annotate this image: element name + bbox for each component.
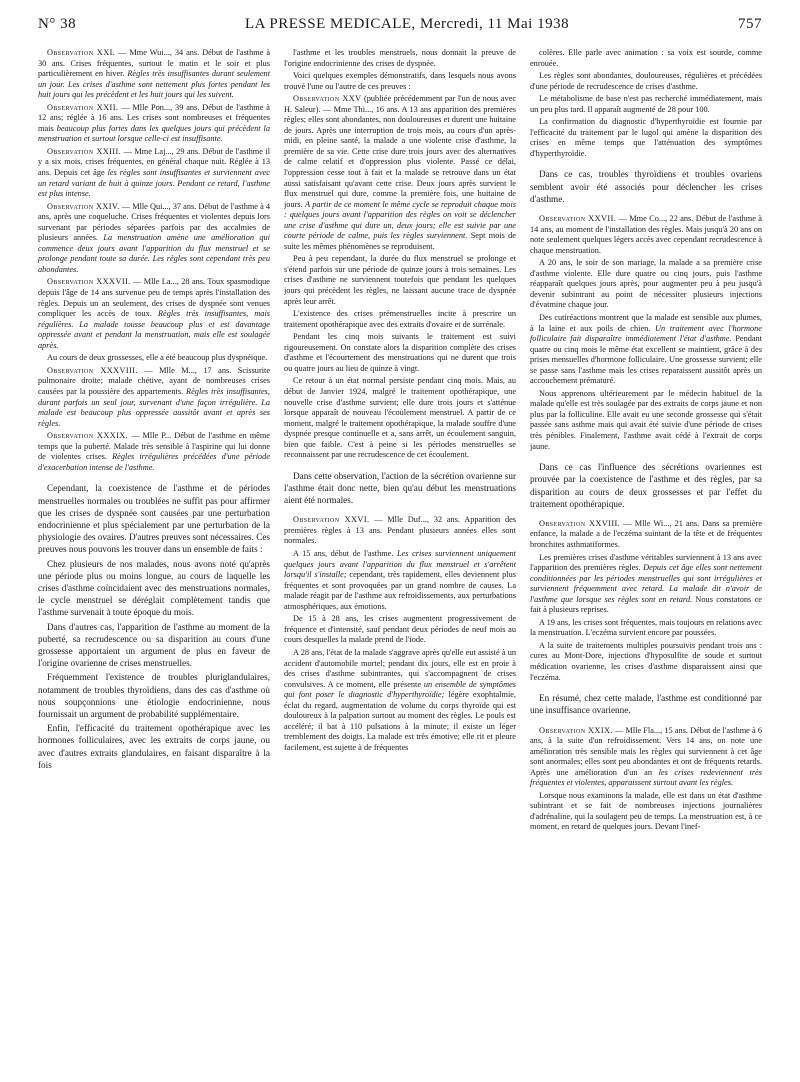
observation-label: Observation XXXIX. bbox=[47, 431, 129, 441]
spacer bbox=[284, 508, 516, 515]
observation-paragraph bbox=[38, 431, 270, 473]
paragraph bbox=[284, 648, 516, 753]
observation-emphasis: les crises redeviennent très fréquentes et violentes, apparaissent surtout avant les règles. bbox=[530, 767, 762, 788]
observation-paragraph bbox=[284, 94, 516, 252]
issue-number: N° 38 bbox=[38, 16, 77, 32]
paragraph-emphasis: Depuis cet âge elles sont nettement conditionnées par les périodes menstruelles qui sont irrégulières et surviennent fréquemment avec retard. La malade dit n'avoir de l'asthme que lorsque ses règles sont en retard. bbox=[530, 563, 762, 604]
commentary-paragraph bbox=[38, 621, 270, 670]
paragraph-text: A 20 ans, le soir de son mariage, la malade a sa première crise d'asthme violente. Elle dure quatre ou cinq jours, puis l'asthme réapparaît quelques jours après, pour augmenter peu à peu jusqu'à devenir subintrant au point de nécessiter plusieurs injections d'évatmine chaque jour. bbox=[530, 258, 762, 310]
observation-label: Observation XXIV. bbox=[47, 201, 120, 211]
observation-emphasis: Règles irrégulières précédées d'une période d'exacerbation intense de l'asthme. bbox=[38, 452, 270, 472]
paragraph-text: Peu à peu cependant, la durée du flux menstruel se prolonge et s'étend parfois sur une période de quinze jours à trois semaines. Les crises d'asthme ne surviennent toutefois que pendant les quelques jours qui précèdent les règles, ne laissant aucune trace de dyspnée après leur arrêt. bbox=[284, 254, 516, 306]
column-right bbox=[530, 48, 762, 1068]
observation-text: — Mlle Pon..., 39 ans. Début de l'asthme à 12 ans; réglée à 16 ans. Les crises sont nombreuses et fréquentes mais bbox=[38, 102, 270, 133]
paragraph bbox=[530, 71, 762, 92]
observation-paragraph bbox=[284, 515, 516, 547]
paragraph bbox=[284, 71, 516, 92]
paragraph-text: Au cours de deux grossesses, elle a été beaucoup plus dyspnéique. bbox=[47, 353, 268, 363]
observation-text: — Mme Wui..., 34 ans. Début de l'asthme à 30 ans. Crises fréquentes, surtout le matin et le soir et plus particulièrement en hiver. bbox=[38, 48, 270, 79]
paragraph-text: légère exophtalmie, éclat du regard, augmentation de volume du corps thyroïde qui est douloureux à la palpation surtout au moment des règles. Le pouls est accéléré; il bat à 110 pulsations à la minute; il existe un léger tremblement des doigts. La malade est très émotive; elle rit et pleure facilement, est sujette à de fréquentes bbox=[284, 690, 516, 752]
paragraph-text: Nous constatons ce fait à plusieurs reprises. bbox=[530, 594, 762, 615]
paragraph-text: Enfin, l'efficacité du traitement opothérapique avec les hormones folliculaires, avec les extraits de corps jaune, ou avec d'autres extraits glandulaires, en faisant disparaître à la fois bbox=[38, 723, 270, 770]
observation-paragraph bbox=[530, 214, 762, 256]
page-number: 757 bbox=[738, 16, 762, 32]
spacer bbox=[530, 454, 762, 461]
observation-text: Sept mois de suite les mêmes phénomènes se reproduisent. bbox=[284, 231, 516, 251]
observation-label: Observation XXIX. bbox=[539, 725, 613, 735]
paragraph-text: Fréquemment l'existence de troubles pluriglandulaires, notamment de troubles thyroïdiens, dans des cas d'asthme où nous soupçonnions une étiologie endocrinienne, nous fournissait un argument de probabilité supplémentaire. bbox=[38, 672, 270, 719]
paragraph-text: cependant, très rapidement, elles deviennent plus fréquentes et sont provoquées par un grand nombre de causes. La malade réagit par de l'asthme aux refroidissements, aux perturbations atmosphériques, aux émotions. bbox=[284, 570, 516, 611]
paragraph bbox=[530, 618, 762, 639]
commentary-paragraph bbox=[38, 722, 270, 771]
paragraph bbox=[530, 641, 762, 683]
observation-paragraph bbox=[38, 147, 270, 200]
observation-emphasis: Règles très insuffisantes durant seulement un jour. Les crises d'asthme sont nettement plus fortes pendant les huit jours qui les précèdent et les huit jours qui les suivent. bbox=[38, 69, 270, 100]
observation-text: — Mlle La..., 28 ans. Toux spasmodique depuis l'âge de 14 ans survenue peu de temps après l'installation des règles. Depuis un an seulement, des crises de dyspnée sont venues compliquer les accès de toux. bbox=[38, 277, 270, 319]
paragraph-text: De 15 à 28 ans, les crises augmentent progressivement de fréquence et d'intensité, sauf pendant deux périodes de neuf mois au cours desquelles la malade prend de l'iode. bbox=[284, 614, 516, 645]
commentary-paragraph bbox=[38, 671, 270, 720]
observation-emphasis: A partir de ce moment le même cycle se reproduit chaque mois : quelques jours avant l'apparition des règles on voit se déclencher une crise d'asthme qui dure un, deux jours; elle est suivie par une courte période de calme, puis les règles surviennent. bbox=[284, 199, 516, 241]
observation-label: Observation XXXVIII. bbox=[47, 365, 138, 375]
paragraph-text: Le métabolisme de base n'est pas recherché immédiatement, mais un peu plus tard. Il apparaît augmenté de 28 pour 100. bbox=[530, 94, 762, 114]
paragraph-text: En résumé, chez cette malade, l'asthme est conditionné par une insuffisance ovarienne. bbox=[530, 693, 762, 716]
spacer bbox=[530, 207, 762, 214]
paragraph bbox=[284, 309, 516, 330]
observation-text: — Mlle M..., 17 ans. Scissurite pulmonaire droite; malade chétive, ayant de nombreuses crises causées par la poussière des appartements. bbox=[38, 365, 270, 396]
observation-label: Observation XXVI. bbox=[293, 515, 370, 525]
paragraph-text: Ce retour à un état normal persiste pendant cinq mois. Mais, au début de Janvier 1924, malgré le traitement opothérapique, une nouvelle crise d'asthme survient; elle dure trois jours et s'atténue lorsque apparaît de nouveau l'écoulement menstruel. A partir de ce moment, malgré le traitement opothérapique, la malade souffre d'une dyspnée presque continuelle et a, sans arrêt, un écoulement sanguin, bien que faible. C'est à peine si les périodes menstruelles se reconnaissent par une recrudescence de cet écoulement. bbox=[284, 376, 516, 460]
paragraph-text: A 15 ans, début de l'asthme. bbox=[293, 549, 397, 559]
paragraph bbox=[284, 614, 516, 646]
paragraph-emphasis: un ensemble de symptômes qui font poser le diagnostic d'hyperthyroïdie; bbox=[284, 679, 516, 700]
commentary-paragraph bbox=[530, 692, 762, 716]
observation-paragraph bbox=[530, 519, 762, 551]
paragraph-text: Dans d'autres cas, l'apparition de l'asthme au moment de la puberté, sa recrudescence ou sa disparition au cours d'une grossesse apportaient un argument de plus en faveur de l'origine ovarienne de crises menstruelles. bbox=[38, 621, 270, 669]
observation-label: Observation XXIII. bbox=[47, 146, 122, 156]
paragraph bbox=[530, 553, 762, 616]
spacer bbox=[38, 475, 270, 482]
paragraph bbox=[284, 332, 516, 374]
paragraph bbox=[530, 48, 762, 69]
paragraph-text: A 19 ans, les crises sont fréquentes, mais toujours en relations avec la menstruation. L'eczéma survient encore par poussées. bbox=[530, 617, 762, 638]
paragraph-emphasis: Un traitement avec l'hormone folliculaire fait disparaître immédiatement l'état d'asthme. bbox=[530, 323, 762, 344]
observation-text: — Mme Co..., 22 ans. Début de l'asthme à 14 ans, au moment de l'installation des règles. Mais jusqu'à 20 ans on note seulement quelques légers accès avec cependant recrudescence à chaque menstruation. bbox=[530, 214, 762, 255]
observation-paragraph bbox=[38, 366, 270, 429]
paragraph-emphasis: Les crises surviennent uniquement quelques jours avant l'apparition du flux menstruel et s'arrêtent lorsqu'il s'installe; bbox=[284, 549, 516, 580]
paragraph-text: Les règles sont abondantes, douloureuses, régulières et précédées d'une période de recrudescence de crises d'asthme. bbox=[530, 71, 762, 91]
column-middle bbox=[284, 48, 516, 1068]
paragraph bbox=[530, 94, 762, 115]
observation-paragraph bbox=[38, 103, 270, 145]
paragraph-text: Pendant quatre ou cinq mois le même état excellent se maintient, grâce à des prises mensuelles d'hormone folliculaire. Une grossesse survient; elle se passe sans l'asthme mais les crises reparaissent aussitôt après un accouchement prématuré. bbox=[530, 334, 762, 386]
observation-emphasis: beaucoup plus fortes dans les quelques jours qui précèdent la menstruation et surtout lorsque celle-ci est insuffisante. bbox=[38, 123, 270, 144]
paragraph bbox=[284, 48, 516, 69]
observation-text: — Mlle Qui..., 37 ans. Début de l'asthme à 4 ans, après une coqueluche. Crises fréquentes et violentes depuis lors survenant par périodes séparées parfois par des accalmies de plusieurs années. bbox=[38, 201, 270, 243]
paragraph-text: La confirmation du diagnostic d'hyperthyroïdie est fournie par l'efficacité du traitement par le lugol qui amène la disparition des crises en même temps que l'atténuation des symptômes d'hyperthyroïdie. bbox=[530, 117, 762, 158]
paragraph-text: Cependant, la coexistence de l'asthme et de périodes menstruelles normales ou troublées ne suffit pas pour affirmer que les crises de dyspnée sont causées par une perturbation endocrinienne et plus spécialement par une perturbation de la physiologie des ovaires. D'autres preuves sont nécessaires. Ces preuves nous pouvons les trouver dans un ensemble de faits : bbox=[38, 483, 270, 555]
observation-label: Observation XXII. bbox=[47, 102, 119, 112]
paragraph bbox=[530, 389, 762, 452]
observation-paragraph bbox=[38, 202, 270, 276]
commentary-paragraph bbox=[530, 168, 762, 205]
page-header bbox=[38, 16, 762, 42]
observation-label: Observation XXVIII. bbox=[539, 518, 621, 528]
observation-paragraph bbox=[38, 48, 270, 101]
paragraph-text: colères. Elle parle avec animation : sa voix est sourde, comme enrouée. bbox=[530, 48, 762, 68]
commentary-paragraph bbox=[38, 482, 270, 555]
observation-text: — Mlle P... Début de l'asthme en même temps que la puberté. Malade très sensible à l'aspirine qui lui donne de violentes crises. bbox=[38, 431, 270, 462]
paragraph-text: Voici quelques exemples démonstratifs, dans lesquels nous avons trouvé l'une ou l'autre de ces preuves : bbox=[284, 71, 516, 91]
observation-text: — Mlle Fla..., 15 ans. Début de l'asthme à 6 ans, à la suite d'un refroidissement. Vers 14 ans, on note une amélioration très sensible mais les règles qui surviennent à cet âge sont anormales; elles sont peu abondantes et ont de fréquents retards. Après une amélioration d'un an bbox=[530, 725, 762, 777]
paragraph bbox=[530, 117, 762, 159]
paragraph-text: Dans cette observation, l'action de la sécrétion ovarienne sur l'asthme était donc nette, bien qu'au début les menstruations aient été normales. bbox=[284, 470, 516, 506]
journal-title: LA PRESSE MEDICALE, Mercredi, 11 Mai 1938 bbox=[245, 16, 570, 32]
paragraph bbox=[530, 791, 762, 833]
commentary-paragraph bbox=[530, 461, 762, 510]
paragraph-text: Pendant les cinq mois suivants le traitement est suivi rigoureusement. On constate alors la disparition complète des crises d'asthme et l'écourtement des menstruations qui ne durent que trois ou quatre jours au lieu de quinze à vingt. bbox=[284, 332, 516, 373]
paragraph-text: Les premières crises d'asthme véritables surviennent à 13 ans avec l'apparition des premières règles. bbox=[530, 552, 762, 573]
paragraph-text: Chez plusieurs de nos malades, nous avons noté qu'après une période plus ou moins longue, au cours de laquelle les crises d'asthme coïncidaient avec des menstruations normales, le cycle menstruel se déréglait complètement tandis que l'asthme survenait à toute époque du mois. bbox=[38, 558, 270, 618]
paragraph bbox=[38, 353, 270, 364]
paragraph-text: Dans ce cas, troubles thyroïdiens et troubles ovariens semblent avoir été associés pour déclencher les crises d'asthme. bbox=[530, 169, 762, 204]
spacer bbox=[530, 161, 762, 168]
observation-emphasis: les règles sont insuffisantes et surviennent avec un retard variant de huit à quinze jours. Pendant ce retard, l'asthme est plus intense. bbox=[38, 168, 270, 199]
observation-text: (publiée précédemment par l'un de nous avec H. Saleur). — Mme Thi..., 16 ans. A 13 ans apparition des premières règles; elles sont abondantes, non douloureuses et durent une huitaine de jours. Après une interruption de trois mois, au cours d'un après-midi, en pleine santé, la malade a une violente crise d'asthme, la première de sa vie. Cette crise dure trois jours avec des alternatives de calme relatif et d'oppression plus violente. Passé ce délai, l'oppression cesse tout à fait et la malade se retrouve dans un état aussi satisfaisant qu'avant cette crise. Deux jours après survient le flux menstruel qui dure, comme la première fois, une huitaine de jours. bbox=[284, 94, 516, 209]
observation-paragraph bbox=[38, 277, 270, 351]
spacer bbox=[530, 512, 762, 519]
paragraph bbox=[530, 313, 762, 387]
paragraph bbox=[284, 549, 516, 612]
commentary-paragraph bbox=[38, 558, 270, 619]
observation-label: Observation XXV bbox=[293, 94, 362, 104]
column-left bbox=[38, 48, 270, 1068]
paragraph-text: L'existence des crises prémenstruelles incite à prescrire un traitement opothérapique avec des extraits d'ovaire et de surrénale. bbox=[284, 309, 516, 329]
observation-label: Observation XXXVII. bbox=[47, 277, 131, 287]
paragraph-text: Des cutiréactions montrent que la malade est sensible aux plumes, à la laine et aux poils de chien. bbox=[530, 313, 762, 333]
observation-emphasis: Règles très insuffisantes, durant parfois un seul jour, survenant d'une façon irrégulière. La malade est beaucoup plus oppressée aussitôt avant et après ses règles. bbox=[38, 386, 270, 428]
paragraph bbox=[284, 254, 516, 307]
observation-label: Observation XXVII. bbox=[539, 214, 617, 224]
paragraph-text: A la suite de traitements multiples poursuivis pendant trois ans : cures au Mont-Dore, injections d'hyposulfite de soude et surtout médication ovarienne, les crises d'asthme disparaissent ainsi que l'eczéma. bbox=[530, 640, 762, 682]
observation-paragraph bbox=[530, 726, 762, 789]
paragraph-text: Lorsque nous examinons la malade, elle est dans un état d'asthme subintrant et se fait de nombreuses injections journalières d'adrénaline, qui la soulagent peu de temps. La menstruation est, à ce moment, en retard de quelques jours. Devant l'inef- bbox=[530, 790, 762, 832]
observation-label: Observation XXI. bbox=[47, 48, 116, 57]
text-columns bbox=[38, 48, 762, 1068]
observation-emphasis: La menstruation amène une amélioration qui commence deux jours avant l'apparition du flux menstruel et se prolonge pendant toute sa durée. Les règles sont cependant très peu abondantes. bbox=[38, 233, 270, 274]
commentary-paragraph bbox=[284, 470, 516, 507]
paragraph-text: A 28 ans, l'état de la malade s'aggrave après qu'elle eut assisté à un accident d'automobile mortel; pendant dix jours, elle est en proie à des crises d'asthme subintrantes, qui s'accompagnent de crises convulsives. A ce moment, elle présente bbox=[284, 647, 516, 689]
observation-emphasis: Règles très insuffisantes, mais régulières. La malade tousse beaucoup plus et est davantage oppressée avant et pendant la menstruation, mais elle est soulagée après. bbox=[38, 309, 270, 350]
observation-text: — Mlle Wi..., 21 ans. Dans sa première enfance, la malade a de l'eczéma suintant de la tête et de fréquentes bronchites asthmatiformes. bbox=[530, 518, 762, 550]
observation-text: — Mme Laj..., 29 ans. Début de l'asthme il y a six mois, crises fréquentes, en général chaque nuit. Réglée à 13 ans. Depuis cet âge bbox=[38, 146, 270, 178]
paragraph bbox=[530, 258, 762, 311]
spacer bbox=[530, 719, 762, 726]
observation-text: — Mlle Duf..., 32 ans. Apparition des premières règles à 13 ans. Pendant plusieurs années elles sont normales. bbox=[284, 515, 516, 546]
paragraph bbox=[284, 376, 516, 460]
spacer bbox=[530, 685, 762, 692]
paragraph-text: l'asthme et les troubles menstruels, nous donnait la preuve de l'origine endocrinienne des crises de dyspnée. bbox=[284, 48, 516, 68]
spacer bbox=[284, 463, 516, 470]
paragraph-text: Nous apprenons ultérieurement par le médecin habituel de la malade qu'elle est très soulagée par des extraits de corps jaune et non plus par la folliculine. Elle avait eu une seconde grossesse qui s'était passée sans asthme mais qui avait été suivie d'une période de crises très pénibles. Finalement, l'asthme avait cédé à l'extrait de corps jaune. bbox=[530, 388, 762, 451]
paragraph-text: Dans ce cas l'influence des sécrétions ovariennes est prouvée par la coexistence de l'asthme et des règles, par sa disparition au cours de deux grossesses et par l'effet du traitement opothérapique. bbox=[530, 462, 762, 509]
